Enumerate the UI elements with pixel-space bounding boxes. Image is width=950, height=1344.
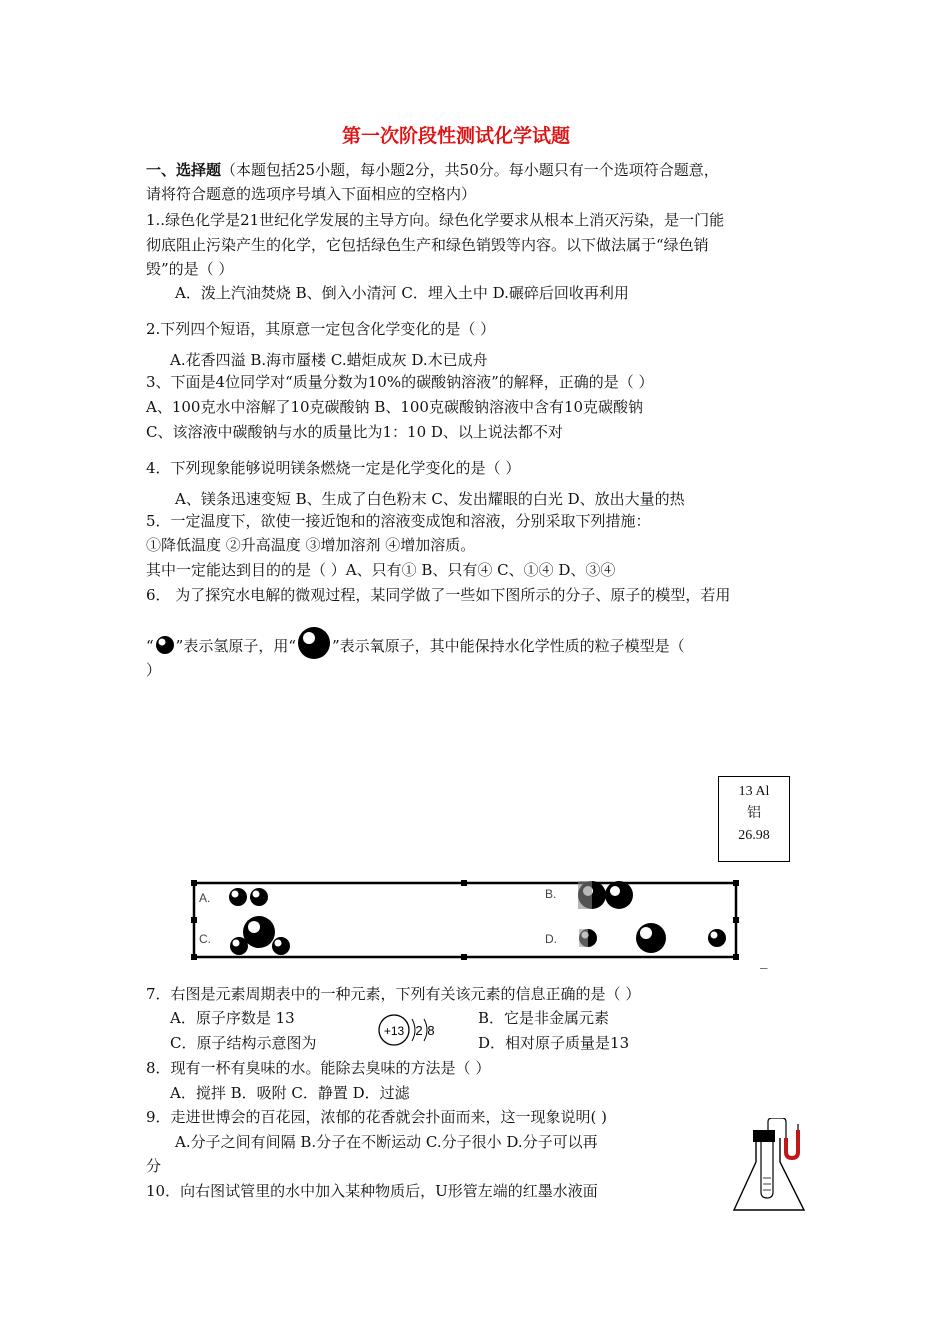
hydrogen-atom-icon xyxy=(154,634,176,656)
q6-quote-open: “ xyxy=(146,637,154,655)
q1-line2: 彻底阻止污染产生的化学，它包括绿色生产和绿色销毁等内容。以下做法属于“绿色销 xyxy=(146,236,709,254)
nucleus-charge: +13 xyxy=(383,1024,405,1038)
element-card xyxy=(718,776,790,862)
red-ink xyxy=(786,1130,798,1158)
element-dash: _ xyxy=(760,951,768,969)
q9-wrap: 分 xyxy=(146,1157,162,1175)
choice-label-a: A. xyxy=(199,891,211,905)
section-intro-text: （本题包括25小题，每小题2分，共50分。每小题只有一个选项符合题意， xyxy=(221,161,719,179)
frame-handle xyxy=(461,880,467,886)
q1-options: A．泼上汽油焚烧 B、倒入小清河 C．埋入土中 D.碾碎后回收再利用 xyxy=(175,284,629,302)
choice-label-d: D. xyxy=(545,932,557,946)
q5-question: 其中一定能达到目的的是（ ）A、只有① B、只有④ C、①④ D、③④ xyxy=(146,561,616,579)
flask-outline xyxy=(734,1138,804,1210)
q4-stem: 4．下列现象能够说明镁条燃烧一定是化学变化的是（ ） xyxy=(146,459,521,477)
flask-stopper xyxy=(753,1130,775,1142)
q3-options-cd: C、该溶液中碳酸钠与水的质量比为1：10 D、以上说法都不对 xyxy=(146,423,563,441)
q7-opt-d: D．相对原子质量是13 xyxy=(478,1034,630,1052)
q2-stem: 2.下列四个短语，其原意一定包含化学变化的是（ ） xyxy=(146,320,496,338)
section-intro-line1 xyxy=(146,160,719,180)
q9-stem: 9．走进世博会的百花园，浓郁的花香就会扑面而来，这一现象说明( ) xyxy=(146,1108,608,1126)
shell-1-electrons: 2 xyxy=(415,1023,423,1038)
frame-handle xyxy=(191,917,197,923)
q3-stem: 3、下面是4位同学对“质量分数为10%的碳酸钠溶液”的解释，正确的是（ ） xyxy=(146,373,654,391)
q6-hydrogen-text: ”表示氢原子，用“ xyxy=(175,637,297,655)
q9-options: A.分子之间有间隔 B.分子在不断运动 C.分子很小 D.分子可以再 xyxy=(175,1133,598,1151)
element-number-symbol: 13 Al xyxy=(738,784,770,799)
frame-handle xyxy=(733,954,739,960)
frame-handle xyxy=(191,954,197,960)
q1-line3: 毁”的是（ ） xyxy=(146,260,234,278)
q7-opt-a: A．原子序数是 13 xyxy=(170,1009,295,1027)
q10-stem: 10．向右图试管里的水中加入某种物质后，U形管左端的红墨水液面 xyxy=(146,1182,598,1200)
molecule-models-diagram xyxy=(191,880,739,960)
q6-oxygen-text: ”表示氧原子，其中能保持水化学性质的粒子模型是（ xyxy=(332,637,685,655)
frame-handle xyxy=(191,880,197,886)
section-heading: 一、选择题 xyxy=(146,161,222,179)
q5-measures: ①降低温度 ②升高温度 ③增加溶剂 ④增加溶质。 xyxy=(146,536,476,554)
q6-line2 xyxy=(146,626,685,660)
q7-opt-c: C．原子结构示意图为 xyxy=(170,1034,317,1052)
frame-handle xyxy=(733,880,739,886)
q7-stem: 7．右图是元素周期表中的一种元素，下列有关该元素的信息正确的是（ ） xyxy=(146,985,641,1003)
q1-line1: 1..绿色化学是21世纪化学发展的主导方向。绿色化学要求从根本上消灭污染，是一门能 xyxy=(146,211,725,229)
q3-options-ab: A、100克水中溶解了10克碳酸钠 B、100克碳酸钠溶液中含有10克碳酸钠 xyxy=(146,398,644,416)
q8-stem: 8．现有一杯有臭味的水。能除去臭味的方法是（ ） xyxy=(146,1059,491,1077)
flask-u-tube-diagram xyxy=(730,1118,820,1218)
oxygen-atom-icon xyxy=(296,626,332,660)
model-c-water-molecule xyxy=(230,916,290,955)
model-d-separate-atoms xyxy=(579,923,726,953)
choice-label-b: B. xyxy=(545,887,557,901)
section-intro-line2: 请将符合题意的选项序号填入下面相应的空格内） xyxy=(146,185,477,203)
model-a-hydrogen-molecule xyxy=(229,888,268,906)
atomic-structure-diagram xyxy=(372,1013,462,1047)
q5-stem: 5．一定温度下，欲使一接近饱和的溶液变成饱和溶液，分别采取下列措施： xyxy=(146,512,651,530)
element-name: 铝 xyxy=(747,806,761,821)
q7-opt-b: B．它是非金属元素 xyxy=(478,1009,610,1027)
element-mass: 26.98 xyxy=(738,828,770,843)
test-tube xyxy=(761,1142,773,1198)
choice-label-c: C. xyxy=(199,932,211,946)
q6-line3: ） xyxy=(146,661,162,679)
q2-options: A.花香四溢 B.海市蜃楼 C.蜡炬成灰 D.木已成舟 xyxy=(170,351,488,369)
frame-handle xyxy=(461,954,467,960)
shell-2-electrons: 8 xyxy=(427,1023,435,1038)
page-title: 第一次阶段性测试化学试题 xyxy=(342,125,571,147)
q6-line1: 6． 为了探究水电解的微观过程，某同学做了一些如下图所示的分子、原子的模型，若用 xyxy=(146,586,731,604)
q8-options: A．搅拌 B．吸附 C．静置 D．过滤 xyxy=(170,1084,410,1102)
q4-options: A、镁条迅速变短 B、生成了白色粉末 C、发出耀眼的白光 D、放出大量的热 xyxy=(175,490,685,508)
frame-handle xyxy=(733,917,739,923)
model-b-oxygen-molecule xyxy=(578,881,633,909)
